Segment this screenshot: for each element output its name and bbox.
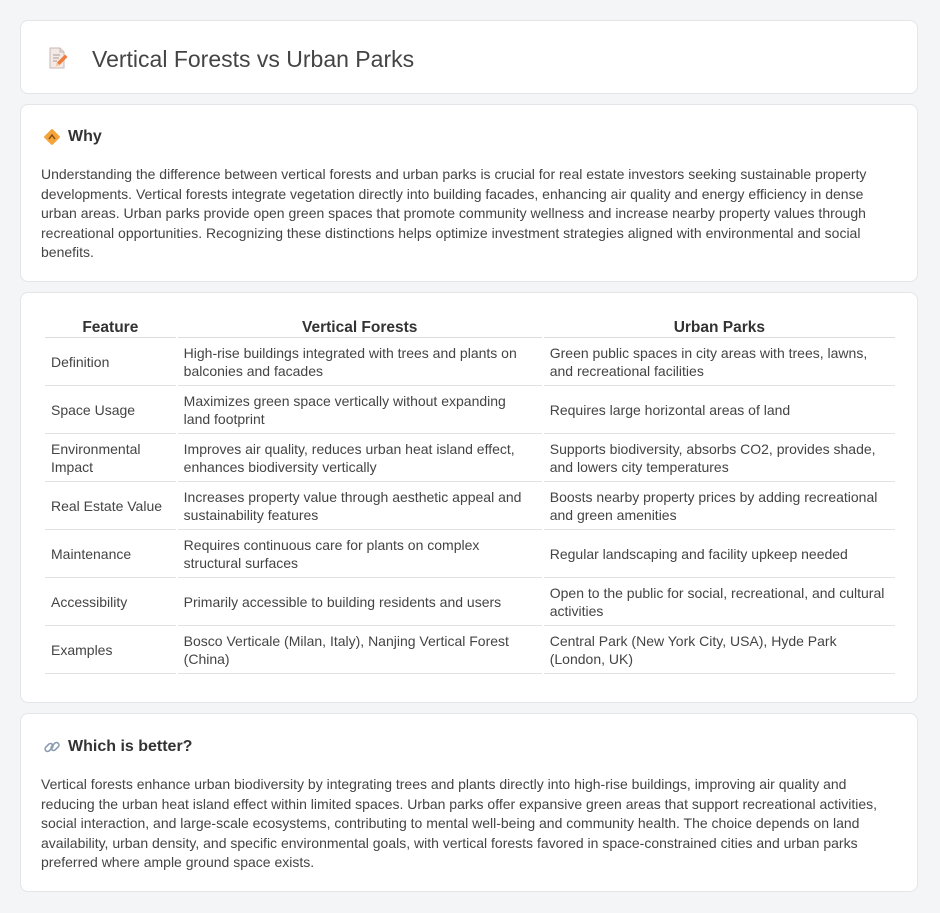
urban-parks-cell: Requires large horizontal areas of land: [544, 386, 895, 434]
vertical-forests-cell: Increases property value through aesthetic appeal and sustainability features: [178, 482, 542, 530]
table-row: [45, 482, 895, 530]
why-text: Understanding the difference between vertical forests and urban parks is crucial for real estate investors seeking sustainable property developments. Vertical forests integrate vegetation directly into building facades, enhancing air quality and energy efficiency in dense urban areas. Urban parks provide open green spaces that promote community wellness and increase nearby property values through recreational opportunities. Recognizing these distinctions helps optimize investment strategies aligned with environmental and social benefits.: [41, 166, 867, 260]
vertical-forests-cell: Requires continuous care for plants on complex structural surfaces: [178, 530, 542, 578]
table-row: [45, 578, 895, 626]
which-is-better-section: [20, 713, 918, 892]
table-row: [45, 338, 895, 386]
table-header-row: [45, 315, 895, 338]
feature-cell: Examples: [45, 626, 176, 674]
feature-cell: Maintenance: [45, 530, 176, 578]
document-edit-icon: [45, 46, 69, 70]
why-section: [20, 104, 918, 282]
urban-parks-cell: Green public spaces in city areas with trees, lawns, and recreational facilities: [544, 338, 895, 386]
vertical-forests-cell: Maximizes green space vertically without expanding land footprint: [178, 386, 542, 434]
feature-cell: Environmental Impact: [45, 434, 176, 482]
comparison-table: [43, 315, 897, 674]
urban-parks-cell: Boosts nearby property prices by adding recreational and green amenities: [544, 482, 895, 530]
feature-cell: Accessibility: [45, 578, 176, 626]
feature-cell: Real Estate Value: [45, 482, 176, 530]
feature-cell: Space Usage: [45, 386, 176, 434]
header-feature: Feature: [45, 315, 176, 338]
diamond-sign-icon: [43, 128, 61, 146]
table-row: [45, 434, 895, 482]
urban-parks-cell: Supports biodiversity, absorbs CO2, provides shade, and lowers city temperatures: [544, 434, 895, 482]
table-row: [45, 530, 895, 578]
vertical-forests-cell: Improves air quality, reduces urban heat island effect, enhances biodiversity vertically: [178, 434, 542, 482]
page-title: Vertical Forests vs Urban Parks: [92, 46, 415, 72]
header-vertical-forests: Vertical Forests: [178, 315, 542, 338]
urban-parks-cell: Open to the public for social, recreational, and cultural activities: [544, 578, 895, 626]
why-heading: Why: [68, 128, 102, 145]
urban-parks-cell: Regular landscaping and facility upkeep needed: [544, 530, 895, 578]
feature-cell: Definition: [45, 338, 176, 386]
which-is-better-text: Vertical forests enhance urban biodiversity by integrating trees and plants directly into high-rise buildings, improving air quality and reducing the urban heat island effect within limited spaces. Urban parks offer expansive green areas that support recreational activities, social interaction, and large-scale ecosystems, contributing to mental well-being and community health. The choice depends on land availability, urban density, and specific environmental goals, with vertical forests favored in space-constrained cities and urban parks preferred where ample ground space exists.: [41, 776, 878, 870]
urban-parks-cell: Central Park (New York City, USA), Hyde Park (London, UK): [544, 626, 895, 674]
which-is-better-heading: Which is better?: [68, 738, 193, 755]
vertical-forests-cell: Primarily accessible to building residents and users: [178, 578, 542, 626]
vertical-forests-cell: Bosco Verticale (Milan, Italy), Nanjing Vertical Forest (China): [178, 626, 542, 674]
title-card: [20, 20, 918, 94]
table-row: [45, 386, 895, 434]
vertical-forests-cell: High-rise buildings integrated with trees and plants on balconies and facades: [178, 338, 542, 386]
link-icon: [43, 738, 61, 756]
comparison-section: [20, 292, 918, 703]
header-urban-parks: Urban Parks: [544, 315, 895, 338]
table-row: [45, 626, 895, 674]
